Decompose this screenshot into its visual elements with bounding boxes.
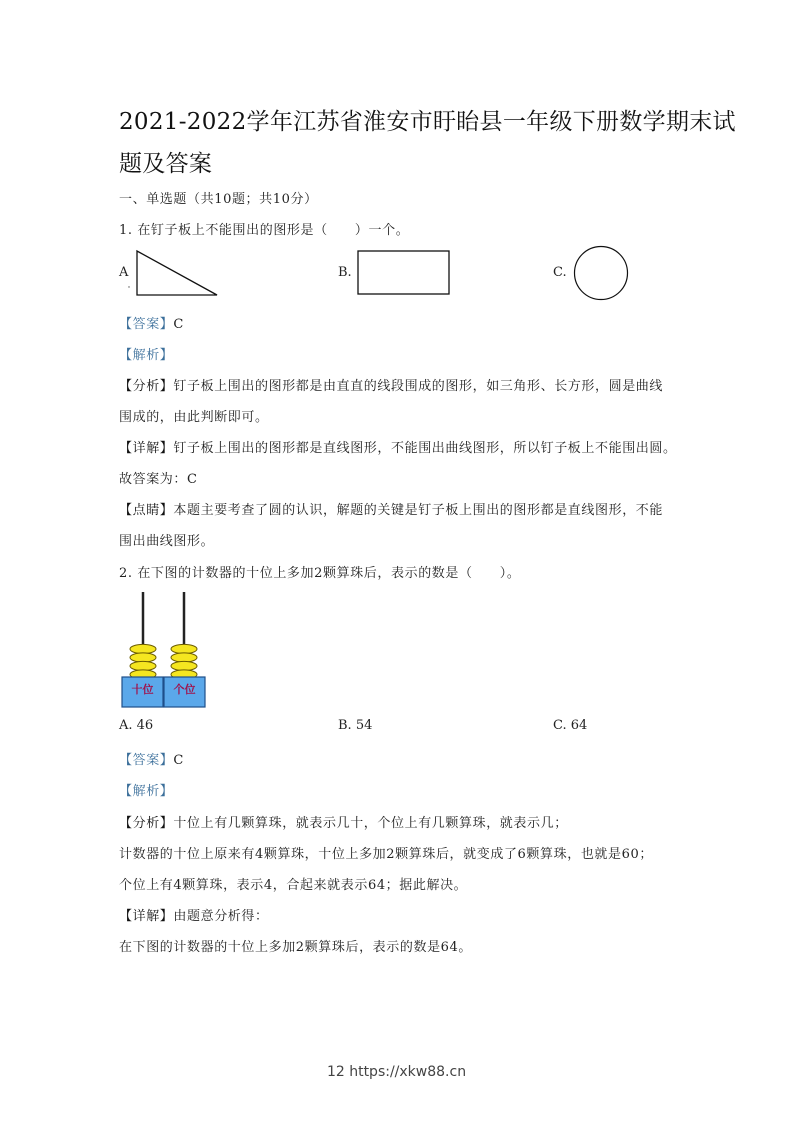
question-1-shapes [0, 0, 793, 320]
tens-label: 十位 [131, 683, 154, 696]
xiangjie-line-2: 故答案为：C [119, 472, 198, 487]
tens-beads [130, 644, 156, 679]
answer-value: C [173, 753, 184, 768]
xiangjie-text: 由题意分析得： [173, 909, 269, 924]
dianjing-line-2: 围出曲线图形。 [119, 534, 215, 549]
fenxi-tag: 【分析】 [119, 379, 174, 394]
right-triangle-shape [137, 251, 217, 295]
fenxi-line-3: 个位上有4颗算珠，表示4，合起来就表示64；据此解决。 [119, 878, 468, 893]
dianjing-line [119, 499, 663, 518]
question-2-stem: 2. 在下图的计数器的十位上多加2颗算珠后，表示的数是（ ）。 [119, 566, 521, 581]
option-a-label: A [119, 265, 129, 280]
page-footer: 12 https://xkw88.cn [326, 1064, 467, 1080]
dianjing-text: 本题主要考查了圆的认识，解题的关键是钉子板上围出的图形都是直线图形，不能 [173, 503, 664, 518]
section-heading: 一、单选题（共10题；共10分） [119, 192, 318, 207]
answer-line-2 [119, 749, 184, 768]
fenxi-line-2: 围成的，由此判断即可。 [119, 410, 269, 425]
answer-tag: 【答案】 [119, 753, 174, 768]
analysis-tag: 【解析】 [119, 784, 174, 799]
option-b-label: B. [338, 265, 352, 280]
answer-line-1 [119, 313, 184, 332]
xiangjie-tag: 【详解】 [119, 909, 174, 924]
rectangle-shape [358, 251, 449, 294]
question-1-stem: 1. 在钉子板上不能围出的图形是（ ）一个。 [119, 223, 410, 238]
fenxi-tag: 【分析】 [119, 816, 174, 831]
option-a: A. 46 [119, 718, 154, 733]
answer-tag: 【答案】 [119, 317, 174, 332]
xiangjie-line [119, 437, 677, 456]
option-c: C. 64 [553, 718, 588, 733]
ones-beads [171, 644, 197, 679]
fenxi-line [119, 812, 568, 831]
dianjing-tag: 【点睛】 [119, 503, 174, 518]
ones-label: 个位 [173, 683, 196, 696]
fenxi-text: 钉子板上围出的图形都是由直直的线段围成的图形，如三角形、长方形，圆是曲线 [173, 379, 664, 394]
answer-value: C [173, 317, 184, 332]
xiangjie-line [119, 905, 269, 924]
fenxi-text: 十位上有几颗算珠，就表示几十，个位上有几颗算珠，就表示几； [173, 816, 568, 831]
abacus-svg [118, 588, 210, 710]
abacus-figure [118, 588, 210, 710]
xiangjie-text: 钉子板上围出的图形都是直线图形，不能围出曲线图形，所以钉子板上不能围出圆。 [173, 441, 677, 456]
xiangjie-line-2: 在下图的计数器的十位上多加2颗算珠后，表示的数是64。 [119, 940, 473, 955]
circle-shape [575, 247, 628, 300]
document-title-line1: 2021-2022学年江苏省淮安市盱眙县一年级下册数学期末试 [119, 109, 736, 135]
xiangjie-tag: 【详解】 [119, 441, 174, 456]
fenxi-line [119, 375, 663, 394]
document-title-line2: 题及答案 [119, 151, 213, 177]
option-c-label: C. [553, 265, 567, 280]
option-b: B. 54 [338, 718, 373, 733]
dot-mark [128, 286, 129, 287]
analysis-tag: 【解析】 [119, 348, 174, 363]
fenxi-line-2: 计数器的十位上原来有4颗算珠，十位上多加2颗算珠后，就变成了6颗算珠，也就是60； [119, 847, 653, 862]
